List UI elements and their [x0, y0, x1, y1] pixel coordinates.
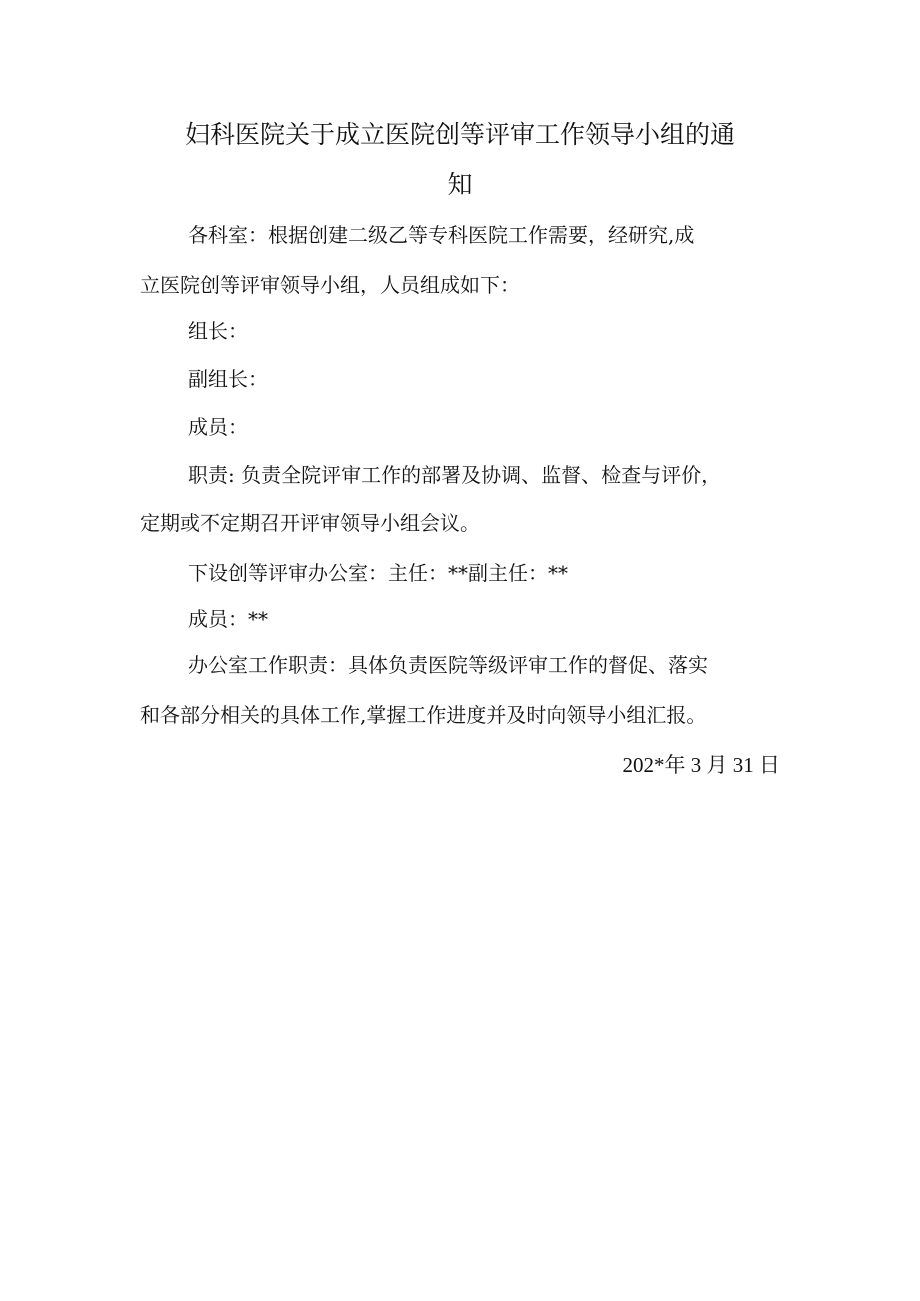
office-line: 下设创等评审办公室：主任：**副主任：** — [188, 561, 568, 585]
document-title-line-2: 知 — [447, 170, 473, 199]
office-members: 成员：** — [188, 607, 268, 631]
document-date: 202*年 3 月 31 日 — [622, 753, 780, 777]
office-duties-line-1: 办公室工作职责：具体负责医院等级评审工作的督促、落实 — [188, 653, 708, 677]
intro-paragraph-line-2: 立医院创等评审领导小组，人员组成如下： — [140, 273, 520, 297]
document-title-line-1: 妇科医院关于成立医院创等评审工作领导小组的通 — [184, 120, 735, 149]
deputy-leader-label: 副组长： — [188, 367, 268, 391]
members-label: 成员： — [188, 415, 248, 439]
duties-paragraph-line-2: 定期或不定期召开评审领导小组会议。 — [140, 511, 480, 535]
duties-paragraph-line-1: 职责: 负责全院评审工作的部署及协调、监督、检查与评价， — [188, 463, 722, 487]
office-duties-line-2: 和各部分相关的具体工作,掌握工作进度并及时向领导小组汇报。 — [140, 703, 707, 727]
intro-paragraph-line-1: 各科室：根据创建二级乙等专科医院工作需要，经研究,成 — [188, 223, 695, 247]
leader-label: 组长： — [188, 319, 248, 343]
